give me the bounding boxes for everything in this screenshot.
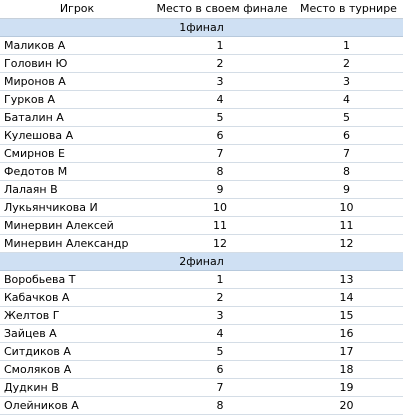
tournament-place-cell: 11 [290, 217, 403, 235]
table-row [0, 199, 403, 217]
table-row [0, 91, 403, 109]
player-name-cell: Баталин А [0, 109, 150, 127]
section-title: 2финал [0, 253, 403, 271]
player-name-cell: Зайцев А [0, 325, 150, 343]
final-place-cell: 8 [150, 163, 290, 181]
table-row [0, 289, 403, 307]
final-place-cell: 7 [150, 379, 290, 397]
player-name-cell: Минервин Алексей [0, 217, 150, 235]
player-name-cell: Кулешова А [0, 127, 150, 145]
table-row [0, 343, 403, 361]
tournament-place-cell: 3 [290, 73, 403, 91]
player-name-cell: Лалаян В [0, 181, 150, 199]
table-row [0, 163, 403, 181]
table-row [0, 55, 403, 73]
player-name-cell: Ситдиков А [0, 343, 150, 361]
player-name-cell: Смирнов Е [0, 145, 150, 163]
tournament-place-cell: 20 [290, 397, 403, 415]
tournament-place-cell: 18 [290, 361, 403, 379]
final-place-cell: 7 [150, 145, 290, 163]
player-name-cell: Олейников А [0, 397, 150, 415]
player-name-cell: Гурков А [0, 91, 150, 109]
tournament-place-cell: 15 [290, 307, 403, 325]
final-place-cell: 2 [150, 55, 290, 73]
table-row [0, 145, 403, 163]
tournament-place-cell: 16 [290, 325, 403, 343]
player-name-cell: Головин Ю [0, 55, 150, 73]
player-name-cell: Воробьева Т [0, 271, 150, 289]
table-row [0, 109, 403, 127]
table-row [0, 361, 403, 379]
table-row [0, 217, 403, 235]
final-place-cell: 4 [150, 325, 290, 343]
player-name-cell: Желтов Г [0, 307, 150, 325]
final-place-cell: 1 [150, 271, 290, 289]
tournament-place-cell: 9 [290, 181, 403, 199]
tournament-place-cell: 2 [290, 55, 403, 73]
tournament-place-cell: 4 [290, 91, 403, 109]
tournament-place-cell: 13 [290, 271, 403, 289]
header-row [0, 0, 403, 19]
final-place-cell: 3 [150, 307, 290, 325]
table-row [0, 307, 403, 325]
table-body [0, 19, 403, 415]
final-place-cell: 1 [150, 37, 290, 55]
final-place-cell: 5 [150, 343, 290, 361]
player-name-cell: Маликов А [0, 37, 150, 55]
table-row [0, 397, 403, 415]
table-row [0, 73, 403, 91]
tournament-place-cell: 12 [290, 235, 403, 253]
final-place-cell: 11 [150, 217, 290, 235]
final-place-cell: 12 [150, 235, 290, 253]
final-place-cell: 6 [150, 127, 290, 145]
tournament-place-cell: 17 [290, 343, 403, 361]
tournament-place-cell: 1 [290, 37, 403, 55]
section-row [0, 19, 403, 37]
tournament-place-cell: 14 [290, 289, 403, 307]
tournament-place-cell: 7 [290, 145, 403, 163]
final-place-cell: 10 [150, 199, 290, 217]
player-name-cell: Лукьянчикова И [0, 199, 150, 217]
player-name-cell: Минервин Александр [0, 235, 150, 253]
table-row [0, 37, 403, 55]
column-header-final-place: Место в своем финале [150, 0, 290, 19]
player-name-cell: Дудкин В [0, 379, 150, 397]
table-row [0, 181, 403, 199]
table-row [0, 379, 403, 397]
column-header-tournament-place: Место в турнире [290, 0, 403, 19]
final-place-cell: 5 [150, 109, 290, 127]
player-name-cell: Федотов М [0, 163, 150, 181]
tournament-place-cell: 8 [290, 163, 403, 181]
player-name-cell: Миронов А [0, 73, 150, 91]
table-row [0, 325, 403, 343]
table-row [0, 127, 403, 145]
table-header [0, 0, 403, 19]
final-place-cell: 3 [150, 73, 290, 91]
final-place-cell: 8 [150, 397, 290, 415]
column-header-player: Игрок [0, 0, 150, 19]
tournament-place-cell: 19 [290, 379, 403, 397]
final-place-cell: 4 [150, 91, 290, 109]
tournament-place-cell: 5 [290, 109, 403, 127]
player-name-cell: Смоляков А [0, 361, 150, 379]
section-row [0, 253, 403, 271]
final-place-cell: 2 [150, 289, 290, 307]
player-name-cell: Кабачков А [0, 289, 150, 307]
tournament-place-cell: 6 [290, 127, 403, 145]
final-place-cell: 9 [150, 181, 290, 199]
table-row [0, 235, 403, 253]
final-place-cell: 6 [150, 361, 290, 379]
section-title: 1финал [0, 19, 403, 37]
table-row [0, 271, 403, 289]
tournament-place-cell: 10 [290, 199, 403, 217]
